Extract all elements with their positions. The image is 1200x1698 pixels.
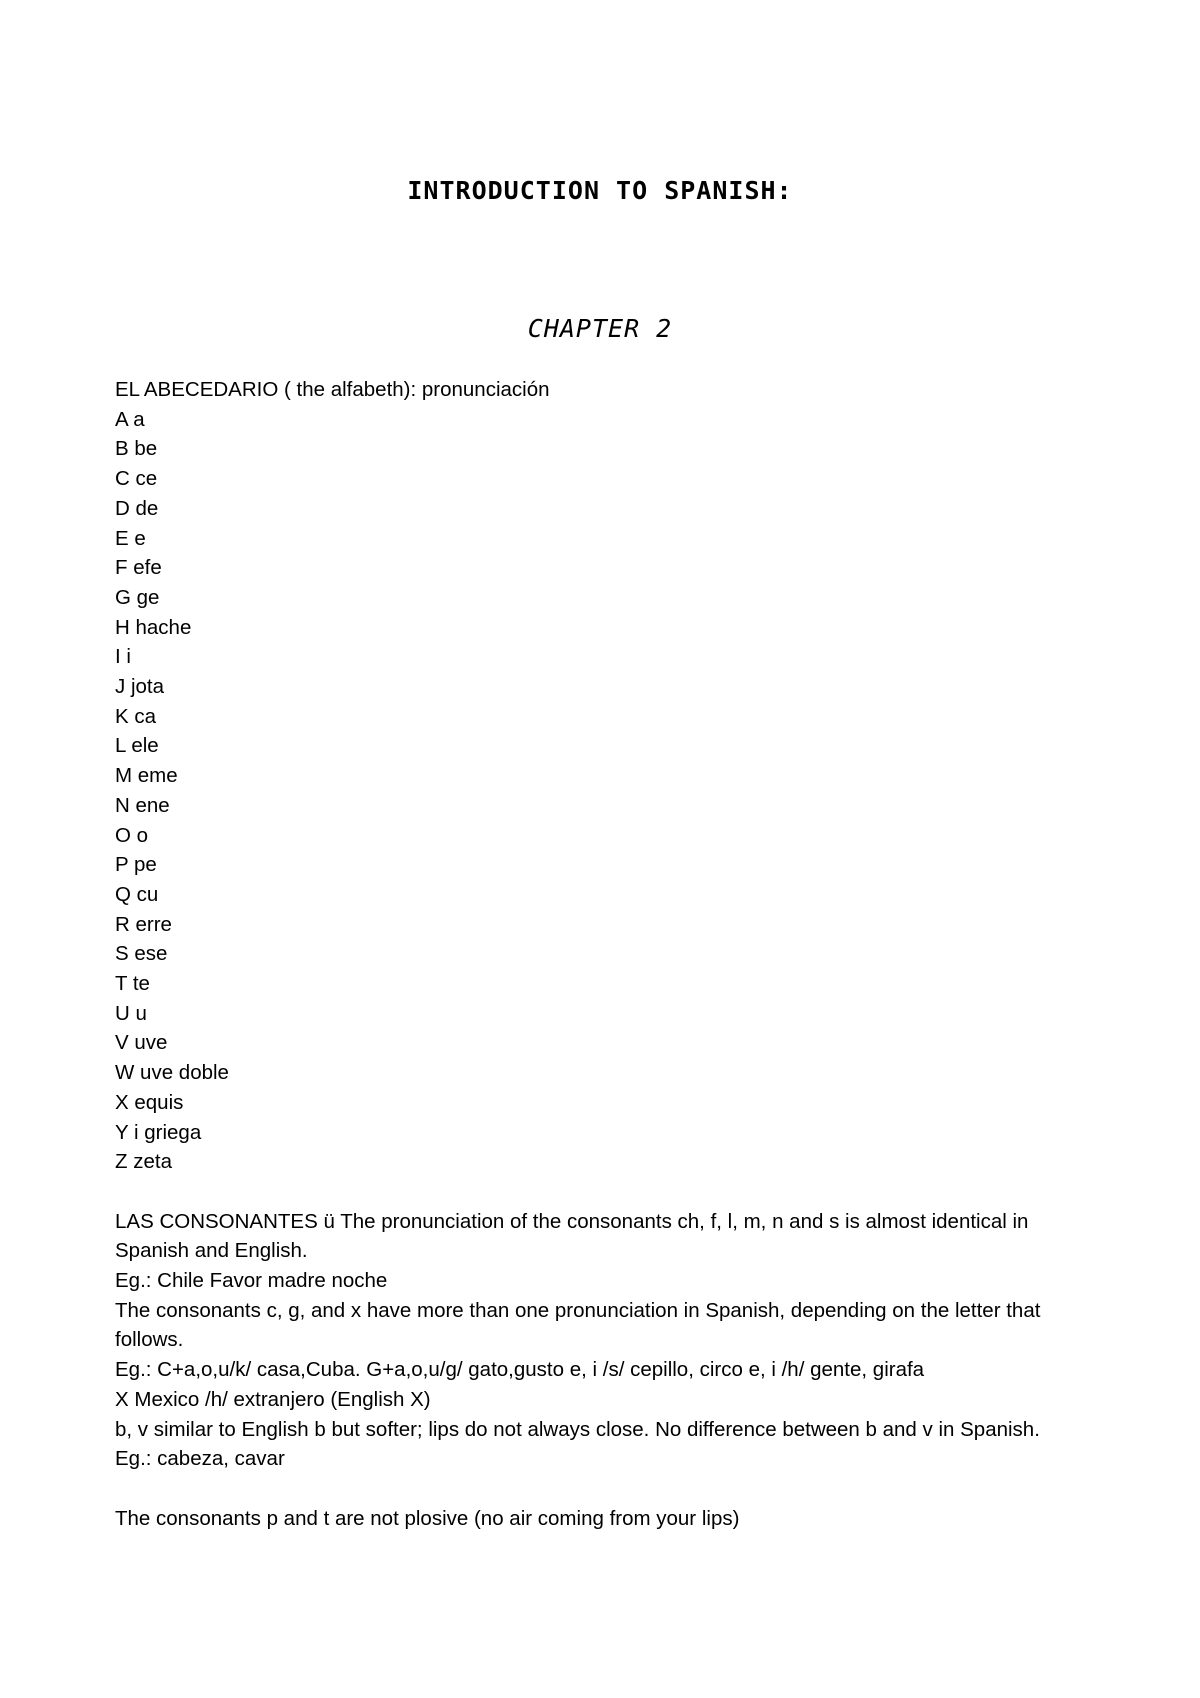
alphabet-item-r: R erre [115,912,172,936]
alphabet-item-j: J jota [115,675,164,699]
alphabet-item-t: T te [115,972,150,996]
alphabet-item-p: P pe [115,853,157,877]
consonants-example-4: Eg.: cabeza, cavar [115,1447,285,1471]
alphabet-item-s: S ese [115,942,168,966]
alphabet-item-u: U u [115,1001,147,1025]
consonants-example-1: Eg.: Chile Favor madre noche [115,1269,388,1293]
consonants-paragraph-3: b, v similar to English b but softer; lips do not always close. No difference between b and v in Spanish. [115,1417,1040,1441]
alphabet-item-d: D de [115,496,159,520]
paragraph-spacer-2 [115,1474,1100,1504]
alphabet-item-m: M eme [115,764,178,788]
alphabet-item-k: K ca [115,704,157,728]
consonants-paragraph-2: The consonants c, g, and x have more than one pronunciation in Spanish, depending on the letter that follows. [115,1298,1041,1352]
alphabet-item-z: Z zeta [115,1150,172,1174]
document-body [115,375,1100,1533]
alphabet-list [115,405,1100,1177]
alphabet-item-q: Q cu [115,882,159,906]
alphabet-item-o: O o [115,823,149,847]
alphabet-item-g: G ge [115,585,160,609]
alphabet-item-w: W uve doble [115,1061,229,1085]
consonants-example-3: X Mexico /h/ extranjero (English X) [115,1387,431,1411]
alphabet-heading: EL ABECEDARIO ( the alfabeth): pronunciación [115,378,550,401]
alphabet-item-c: C ce [115,467,158,491]
paragraph-spacer [115,1177,1100,1207]
alphabet-item-b: B be [115,437,158,461]
alphabet-item-i: I i [115,645,131,669]
consonants-example-2: Eg.: C+a,o,u/k/ casa,Cuba. G+a,o,u/g/ gato,gusto e, i /s/ cepillo, circo e, i /h/ gente, girafa [115,1358,925,1382]
alphabet-item-x: X equis [115,1090,184,1114]
document-title: INTRODUCTION TO SPANISH: [407,176,793,205]
alphabet-item-h: H hache [115,615,192,639]
alphabet-item-n: N ene [115,793,170,817]
alphabet-item-f: F efe [115,556,162,580]
alphabet-item-e: E e [115,526,146,550]
alphabet-item-y: Y i griega [115,1120,202,1144]
consonants-paragraph-1: LAS CONSONANTES ü The pronunciation of the consonants ch, f, l, m, n and s is almost identical in Spanish and English. [115,1209,1029,1263]
alphabet-item-l: L ele [115,734,159,758]
consonants-paragraph-4: The consonants p and t are not plosive (no air coming from your lips) [115,1506,740,1530]
alphabet-item-a: A a [115,407,145,431]
chapter-heading: CHAPTER 2 [527,314,673,343]
consonants-section [115,1207,1100,1534]
alphabet-item-v: V uve [115,1031,168,1055]
